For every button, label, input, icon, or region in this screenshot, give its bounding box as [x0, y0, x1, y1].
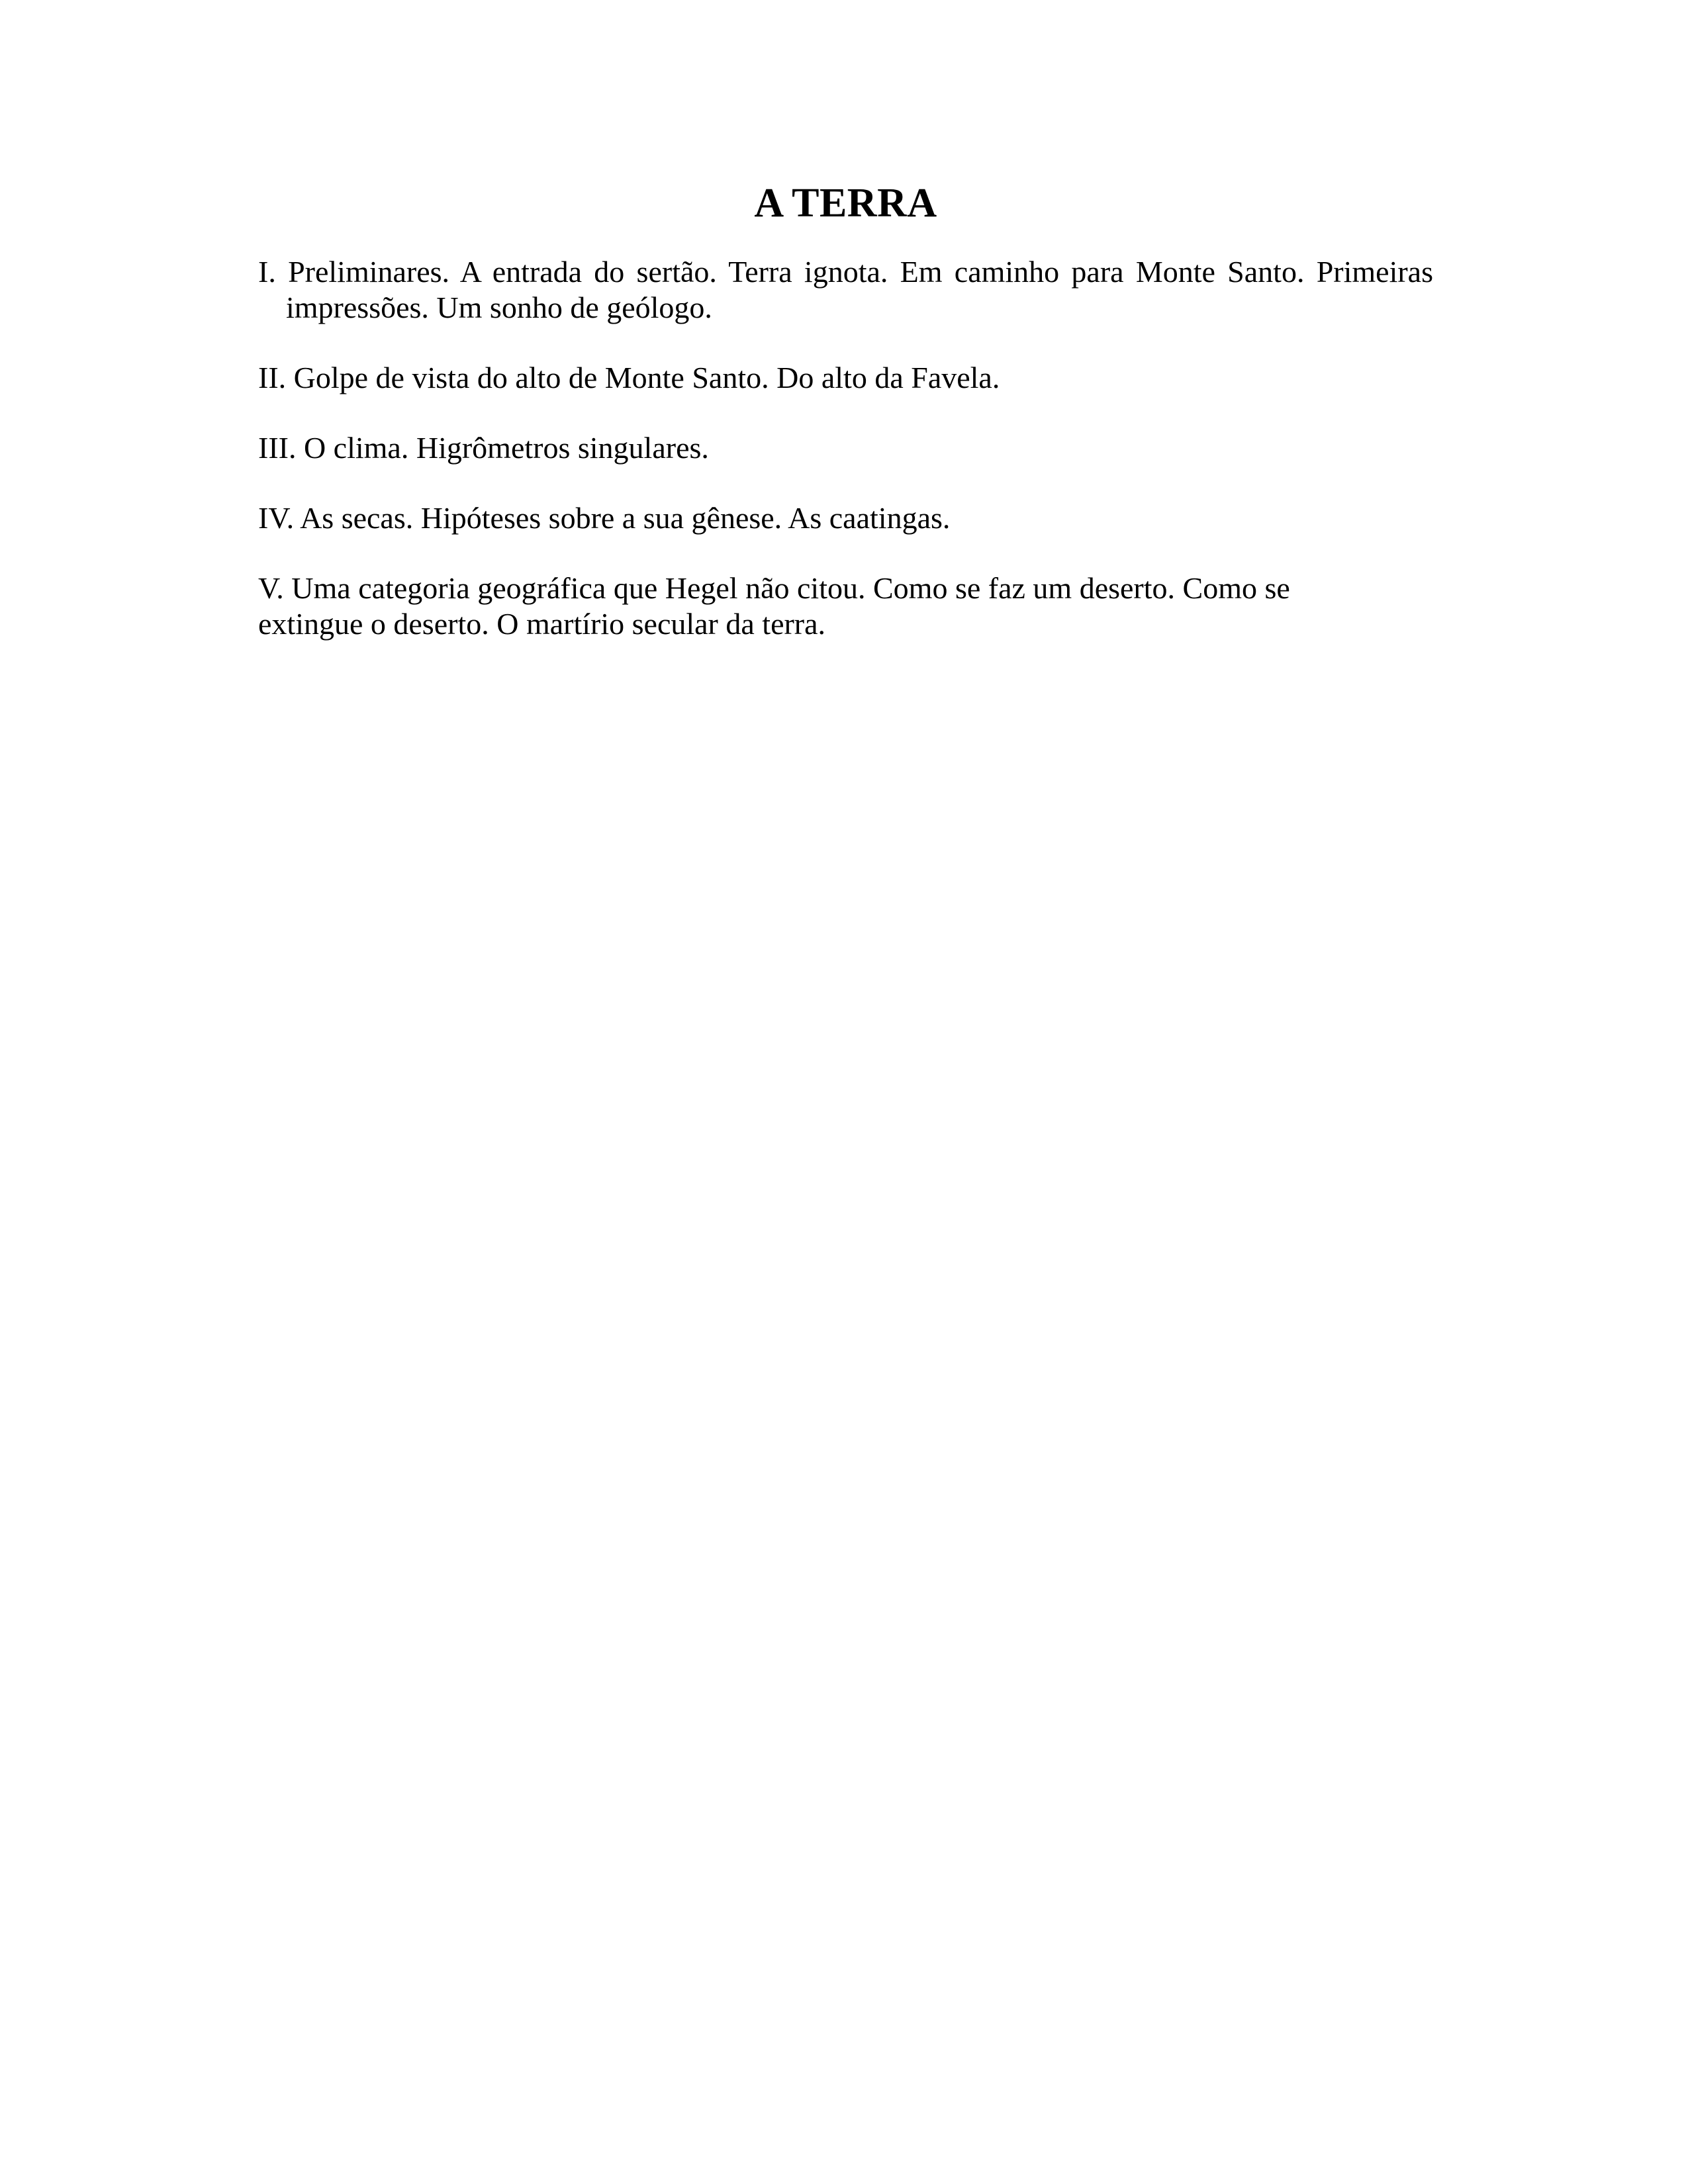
chapter-summary-list: [258, 254, 1433, 642]
summary-item-4: IV. As secas. Hipóteses sobre a sua gênese. As caatingas.: [258, 501, 951, 535]
summary-item-5: V. Uma categoria geográfica que Hegel não citou. Como se faz um deserto. Como se extingue o deserto. O martírio secular da terra.: [258, 571, 1290, 641]
summary-item-3: III. O clima. Higrômetros singulares.: [258, 431, 709, 465]
summary-item-1: I. Preliminares. A entrada do sertão. Terra ignota. Em caminho para Monte Santo. Primeiras impressões. Um sonho de geólogo.: [258, 255, 1433, 325]
document-content: [258, 179, 1433, 676]
summary-item-2: II. Golpe de vista do alto de Monte Santo. Do alto da Favela.: [258, 361, 1000, 395]
page-title: A TERRA: [754, 181, 937, 226]
